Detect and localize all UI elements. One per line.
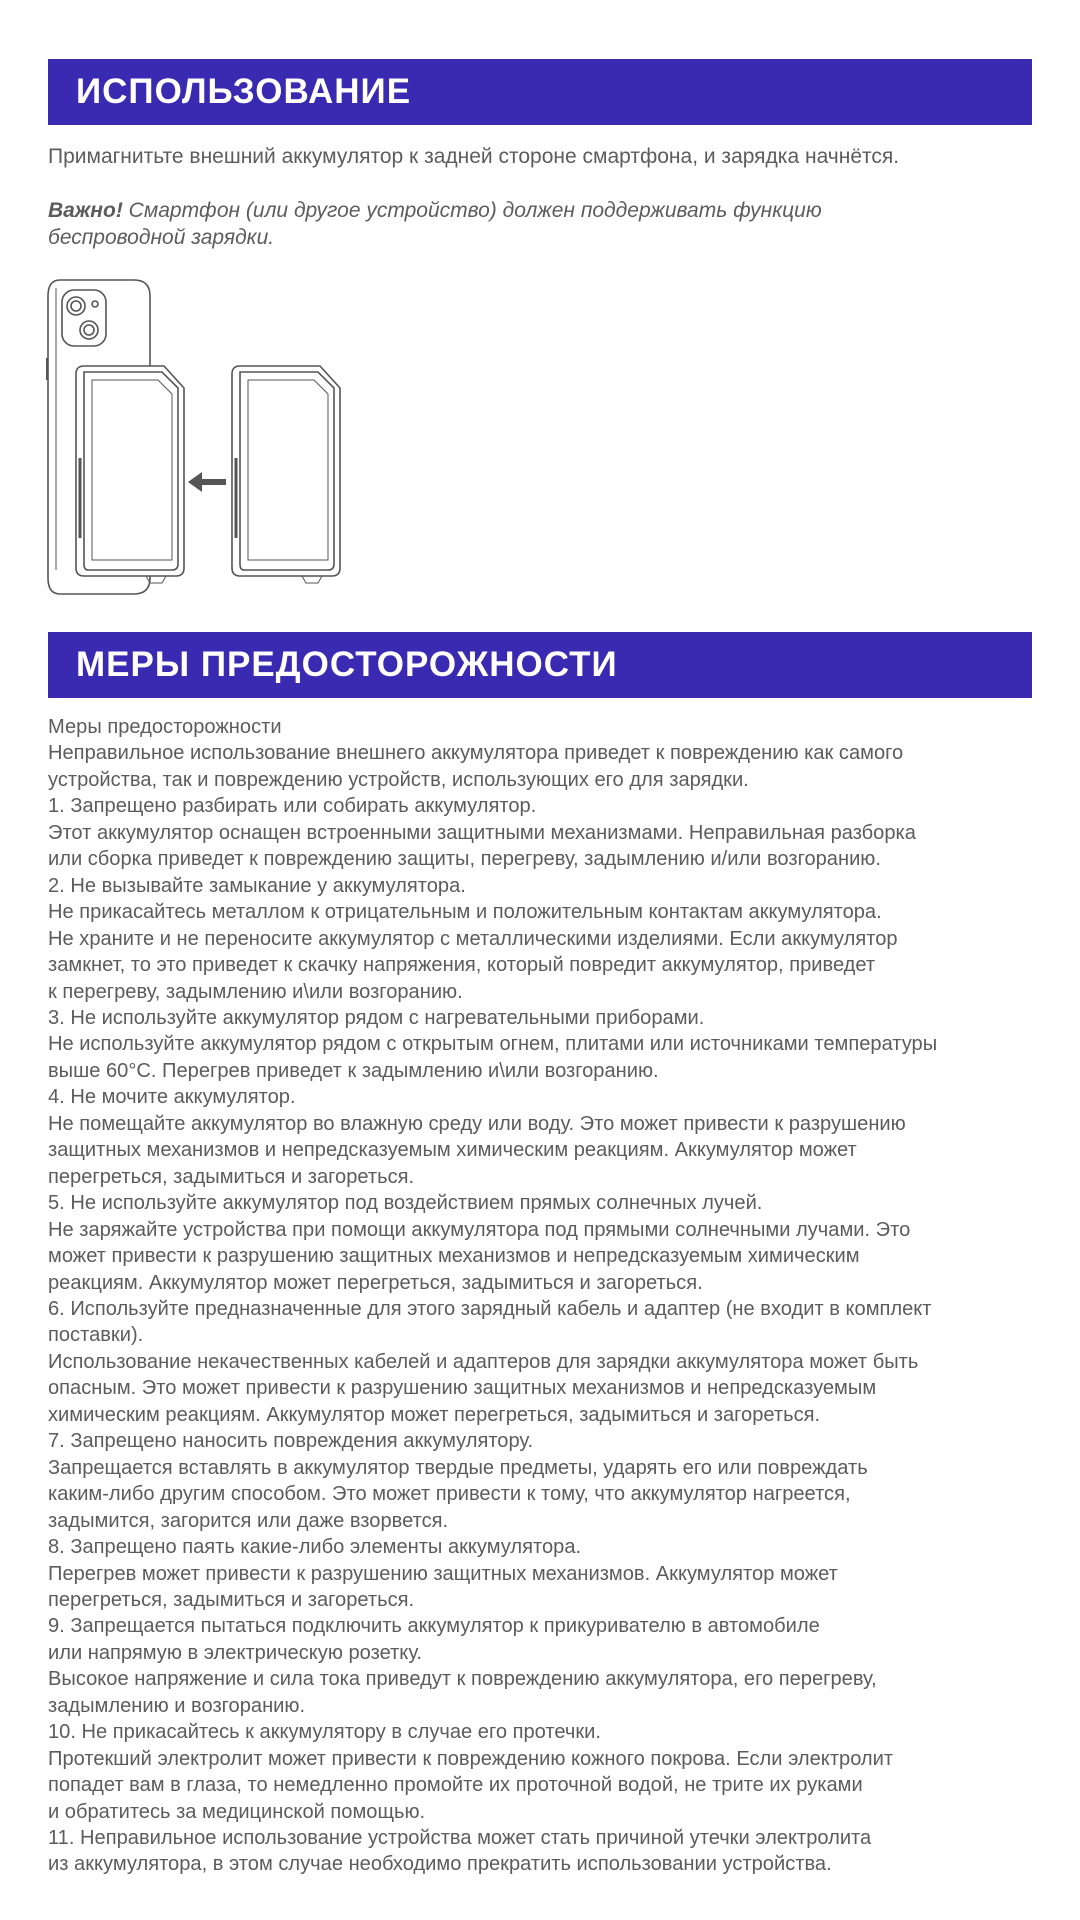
- precaution-line: реакциям. Аккумулятор может перегреться, задымиться и загореться.: [48, 1271, 703, 1294]
- precaution-line: перегреться, задымиться и загореться.: [48, 1165, 415, 1188]
- usage-instruction-text: Примагнитьте внешний аккумулятор к задней стороне смартфона, и зарядка начнётся.: [48, 145, 900, 168]
- precaution-line: 6. Используйте предназначенные для этого зарядный кабель и адаптер (не входит в комплект: [48, 1297, 932, 1320]
- important-text-line2: беспроводной зарядки.: [48, 226, 275, 249]
- important-label: Важно!: [48, 199, 123, 222]
- precaution-line: 1. Запрещено разбирать или собирать аккумулятор.: [48, 795, 537, 818]
- precaution-line: 4. Не мочите аккумулятор.: [48, 1086, 296, 1109]
- usage-section-title: ИСПОЛЬЗОВАНИЕ: [76, 72, 412, 111]
- precaution-line: 11. Неправильное использование устройства может стать причиной утечки электролита: [48, 1827, 872, 1850]
- precaution-line: Меры предосторожности: [48, 716, 282, 738]
- precaution-line: из аккумулятора, в этом случае необходимо прекратить использовании устройства.: [48, 1853, 832, 1876]
- precaution-line: Неправильное использование внешнего аккумулятора приведет к повреждению как самого: [48, 742, 904, 765]
- precaution-line: 5. Не используйте аккумулятор под воздействием прямых солнечных лучей.: [48, 1192, 763, 1215]
- precaution-line: Этот аккумулятор оснащен встроенными защитными механизмами. Неправильная разборка: [48, 821, 916, 844]
- precautions-section-title: МЕРЫ ПРЕДОСТОРОЖНОСТИ: [76, 645, 618, 684]
- precaution-line: Не помещайте аккумулятор во влажную среду или воду. Это может привести к разрушению: [48, 1112, 906, 1135]
- precaution-line: Протекший электролит может привести к повреждению кожного покрова. Если электролит: [48, 1747, 894, 1770]
- precaution-line: защитных механизмов и непредсказуемым химическим реакциям. Аккумулятор может: [48, 1139, 857, 1162]
- precaution-line: к перегреву, задымлению и\или возгоранию.: [48, 980, 463, 1003]
- precaution-line: замкнет, то это приведет к скачку напряжения, который повредит аккумулятор, приведет: [48, 954, 876, 977]
- precaution-line: задымится, загорится или даже взорвется.: [48, 1509, 449, 1532]
- precautions-list: [48, 714, 1043, 1878]
- precaution-line: может привести к разрушению защитных механизмов и непредсказуемым химическим: [48, 1245, 860, 1268]
- precaution-line: Не храните и не переносите аккумулятор с металлическими изделиями. Если аккумулятор: [48, 927, 898, 950]
- phone-powerbank-attach-illustration: [46, 278, 346, 600]
- precaution-line: Не прикасайтесь металлом к отрицательным и положительным контактам аккумулятора.: [48, 901, 882, 924]
- precaution-line: опасным. Это может привести к разрушению защитных механизмов и непредсказуемым: [48, 1377, 877, 1400]
- precaution-line: выше 60°С. Перегрев приведет к задымлению и\или возгоранию.: [48, 1059, 659, 1082]
- important-note: [48, 197, 1038, 251]
- important-text: Смартфон (или другое устройство) должен поддерживать функцию: [122, 199, 822, 222]
- precaution-line: и обратитесь за медицинской помощью.: [48, 1800, 426, 1823]
- precaution-line: или сборка приведет к повреждению защиты, перегреву, задымлению и/или возгоранию.: [48, 848, 881, 871]
- usage-section-header: [48, 59, 1032, 125]
- precaution-line: 8. Запрещено паять какие-либо элементы аккумулятора.: [48, 1536, 582, 1559]
- precaution-line: 9. Запрещается пытаться подключить аккумулятор к прикуривателю в автомобиле: [48, 1615, 820, 1638]
- precaution-line: Перегрев может привести к разрушению защитных механизмов. Аккумулятор может: [48, 1562, 838, 1585]
- precaution-line: перегреться, задымиться и загореться.: [48, 1588, 415, 1611]
- precaution-line: устройства, так и повреждению устройств, использующих его для зарядки.: [48, 768, 749, 791]
- precaution-line: Не заряжайте устройства при помощи аккумулятора под прямыми солнечными лучами. Это: [48, 1218, 911, 1241]
- precaution-line: 7. Запрещено наносить повреждения аккумулятору.: [48, 1430, 534, 1453]
- precaution-line: химическим реакциям. Аккумулятор может перегреться, задымиться и загореться.: [48, 1403, 821, 1426]
- precaution-line: 3. Не используйте аккумулятор рядом с нагревательными приборами.: [48, 1006, 705, 1029]
- precaution-line: поставки).: [48, 1324, 144, 1347]
- precaution-line: каким-либо другим способом. Это может привести к тому, что аккумулятор нагреется,: [48, 1483, 851, 1506]
- precaution-line: 10. Не прикасайтесь к аккумулятору в случае его протечки.: [48, 1721, 601, 1744]
- precaution-line: задымлению и возгоранию.: [48, 1694, 306, 1717]
- precaution-line: Высокое напряжение и сила тока приведут к повреждению аккумулятора, его перегреву,: [48, 1668, 877, 1691]
- precautions-section-header: [48, 632, 1032, 698]
- precaution-line: попадет вам в глаза, то немедленно промойте их проточной водой, не трите их руками: [48, 1774, 863, 1797]
- precaution-line: 2. Не вызывайте замыкание у аккумулятора.: [48, 874, 466, 897]
- precaution-line: Запрещается вставлять в аккумулятор твердые предметы, ударять его или повреждать: [48, 1456, 868, 1479]
- precaution-line: Использование некачественных кабелей и адаптеров для зарядки аккумулятора может быть: [48, 1350, 919, 1373]
- precaution-line: Не используйте аккумулятор рядом с открытым огнем, плитами или источниками температуры: [48, 1033, 938, 1056]
- precaution-line: или напрямую в электрическую розетку.: [48, 1641, 422, 1664]
